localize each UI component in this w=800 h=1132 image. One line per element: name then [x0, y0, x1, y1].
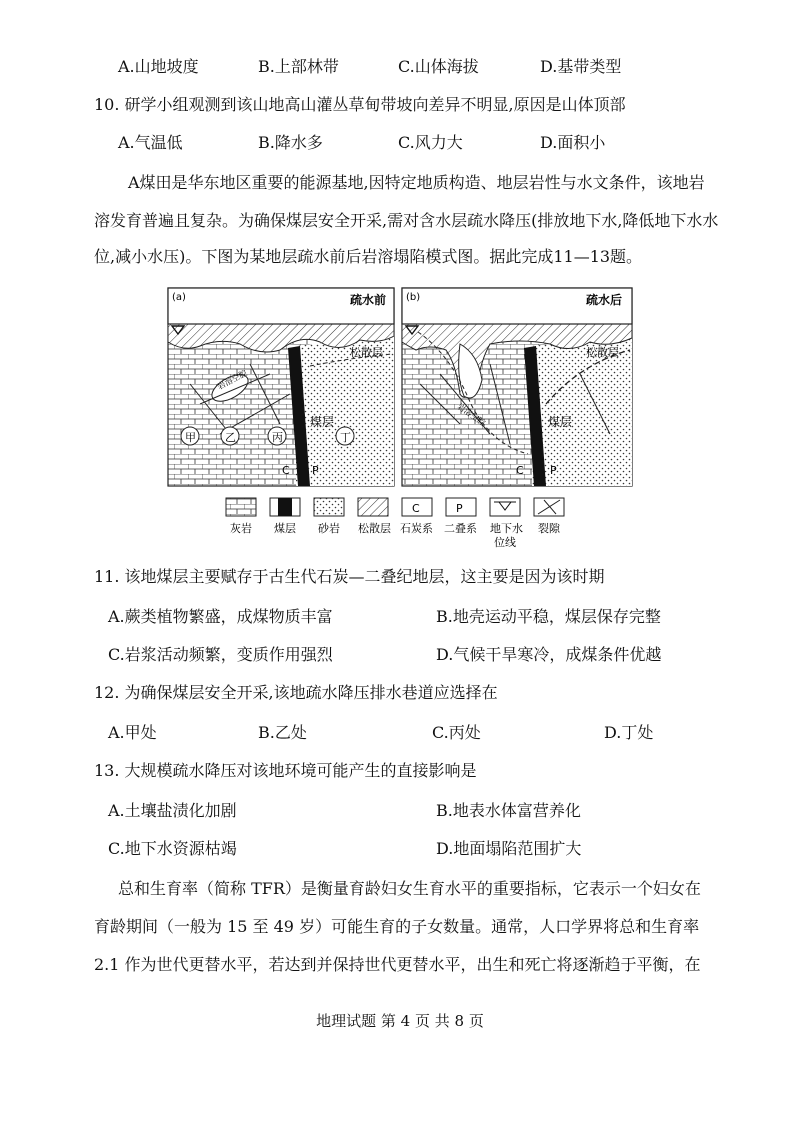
legend-carboniferous-label: 石炭系 — [400, 522, 433, 535]
point-jia: 甲 — [185, 431, 196, 444]
panel-a-p-mark: P — [312, 464, 319, 477]
q9-option-b: B.上部林带 — [258, 57, 339, 76]
q10-option-d: D.面积小 — [540, 133, 606, 152]
point-ding: 丁 — [340, 431, 351, 444]
q11-option-b: B.地壳运动平稳，煤层保存完整 — [436, 607, 661, 626]
panel-b — [402, 288, 632, 486]
legend-loose-label: 松散层 — [358, 522, 391, 535]
q11-option-c: C.岩浆活动频繁，变质作用强烈 — [108, 645, 333, 664]
q11-stem: 11. 该地煤层主要赋存于古生代石炭—二叠纪地层，这主要是因为该时期 — [94, 567, 605, 586]
q9-option-c: C.山体海拔 — [398, 57, 479, 76]
passage1-line-3: 位,减小水压)。下图为某地层疏水前后岩溶塌陷模式图。据此完成11—13题。 — [94, 247, 643, 266]
panel-a-tag: (a) — [172, 292, 186, 303]
panel-b-c-mark: C — [516, 464, 524, 477]
q12-option-c: C.丙处 — [432, 723, 481, 742]
legend-limestone-swatch — [226, 498, 256, 516]
panel-b-coal-label: 煤层 — [548, 415, 573, 429]
legend-water-table-label-2: 位线 — [494, 536, 516, 549]
q12-stem: 12. 为确保煤层安全开采,该地疏水降压排水巷道应选择在 — [94, 683, 498, 702]
panel-a-loose-label: 松散层 — [350, 346, 383, 359]
panel-b-title: 疏水后 — [586, 293, 623, 307]
passage1-line-2: 溶发育普遍且复杂。为确保煤层安全开采,需对含水层疏水降压(排放地下水,降低地下水水 — [94, 211, 719, 230]
q9-option-a: A.山地坡度 — [118, 57, 199, 76]
legend-c-symbol: C — [412, 502, 420, 515]
q11-option-a: A.蕨类植物繁盛，成煤物质丰富 — [108, 607, 333, 626]
q13-option-b: B.地表水体富营养化 — [436, 801, 581, 820]
page-footer: 地理试题 第 4 页 共 8 页 — [316, 1012, 484, 1030]
q13-stem: 13. 大规模疏水降压对该地环境可能产生的直接影响是 — [94, 761, 477, 780]
legend-sandstone-label: 砂岩 — [318, 522, 340, 535]
panel-a-title: 疏水前 — [350, 293, 387, 307]
q13-option-d: D.地面塌陷范围扩大 — [436, 839, 582, 858]
panel-a-cavity-label: 岩溶空腔 — [216, 368, 249, 392]
figure-legend — [226, 498, 564, 549]
panel-a — [168, 288, 394, 486]
panel-a-c-mark: C — [282, 464, 290, 477]
q13-option-a: A.土壤盐渍化加剧 — [108, 801, 237, 820]
legend-water-table-label: 地下水 — [490, 522, 523, 535]
panel-b-cavity-label: 岩溶空腔 — [455, 401, 487, 428]
legend-fracture-label: 裂隙 — [538, 522, 560, 535]
legend-coal-label: 煤层 — [274, 522, 296, 535]
q10-option-b: B.降水多 — [258, 133, 323, 152]
panel-b-loose-label: 松散层 — [586, 346, 619, 359]
passage2-line-2: 育龄期间（一般为 15 至 49 岁）可能生育的子女数量。通常，人口学界将总和生育率 — [94, 917, 700, 936]
q9-option-d: D.基带类型 — [540, 57, 622, 76]
panel-b-p-mark: P — [550, 464, 557, 477]
panel-a-coal-label: 煤层 — [310, 415, 335, 429]
point-bing: 丙 — [272, 431, 283, 444]
legend-permian-label: 二叠系 — [444, 522, 477, 535]
q11-option-d: D.气候干旱寒冷，成煤条件优越 — [436, 645, 662, 664]
passage2-line-3: 2.1 作为世代更替水平，若达到并保持世代更替水平，出生和死亡将逐渐趋于平衡，在 — [94, 955, 701, 974]
point-yi: 乙 — [225, 431, 236, 444]
legend-p-symbol: P — [456, 502, 463, 515]
q12-option-d: D.丁处 — [604, 723, 654, 742]
legend-limestone-label: 灰岩 — [230, 522, 252, 535]
panel-b-tag: (b) — [406, 292, 421, 303]
q13-option-c: C.地下水资源枯竭 — [108, 839, 237, 858]
q10-option-a: A.气温低 — [118, 133, 183, 152]
passage1-line-1: A煤田是华东地区重要的能源基地,因特定地质构造、地层岩性与水文条件，该地岩 — [128, 173, 705, 192]
legend-water-table-swatch — [490, 498, 520, 516]
q10-stem: 10. 研学小组观测到该山地高山灌丛草甸带坡向差异不明显,原因是山体顶部 — [94, 95, 626, 114]
legend-sandstone-swatch — [314, 498, 344, 516]
q12-option-a: A.甲处 — [108, 723, 157, 742]
q10-option-c: C.风力大 — [398, 133, 463, 152]
legend-loose-swatch — [358, 498, 388, 516]
karst-collapse-figure — [160, 284, 640, 552]
passage2-line-1: 总和生育率（简称 TFR）是衡量育龄妇女生育水平的重要指标，它表示一个妇女在 — [118, 879, 701, 898]
q12-option-b: B.乙处 — [258, 723, 307, 742]
